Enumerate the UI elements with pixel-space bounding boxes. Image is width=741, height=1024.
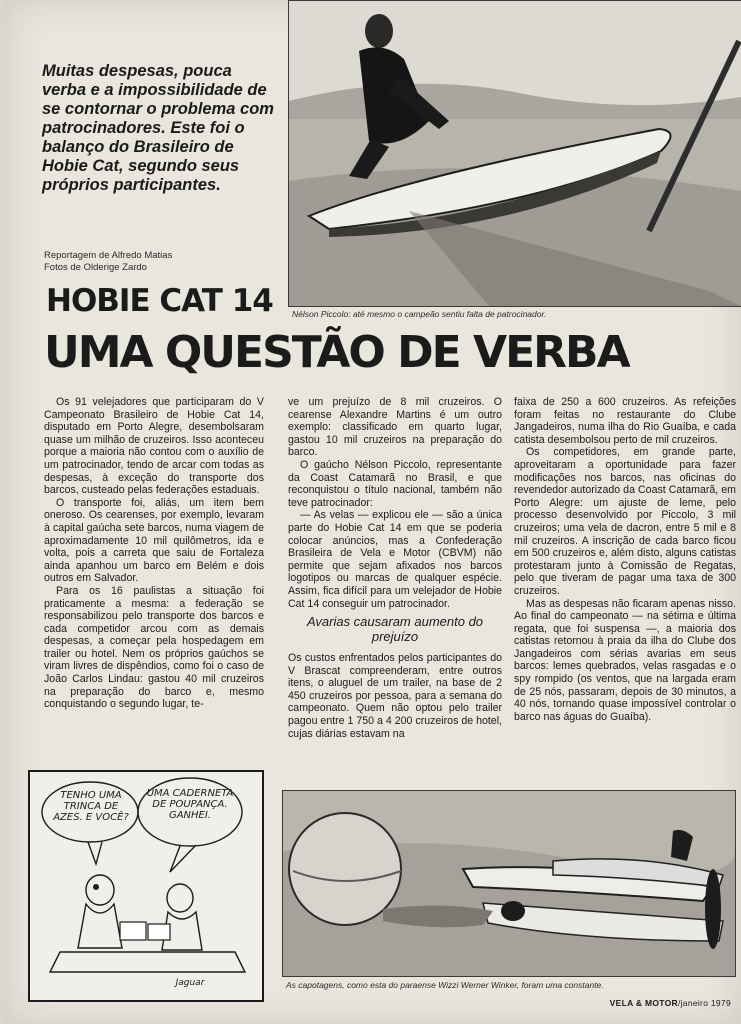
photo-credit: Fotos de Olderige Zardo — [44, 262, 147, 273]
catamaran-illustration — [289, 1, 741, 306]
magazine-name: VELA & MOTOR — [609, 998, 678, 1008]
section-subhead: Avarias causaram aumento do prejuízo — [306, 614, 484, 645]
magazine-page — [6, 0, 741, 1024]
cartoon-signature: Jaguar — [175, 978, 205, 988]
top-photo-caption: Nélson Piccolo: até mesmo o campeão sentiu falta de patrocinador. — [292, 309, 547, 319]
headline: UMA QUESTÃO DE VERBA — [44, 327, 629, 378]
paragraph: ve um prejuízo de 8 mil cruzeiros. O cearense Alexandre Martins é um outro exemplo: classificado em quarto lugar, gastou 10 mil cruzeiros na preparação do barco. — [288, 396, 502, 459]
cartoon-panel — [28, 770, 264, 1002]
paragraph: Os custos enfrentados pelos participantes do V Brascat compreenderam, entre outros itens, o aluguel de um trailer, na base de 2 450 cruzeiros por pessoa, para a semana do campeonato. Quem não optou pelo trailer pagou entre 1 750 a 4 200 cruzeiros de hotel, cujas diárias estavam na — [288, 652, 502, 740]
page-footer — [610, 998, 731, 1008]
report-credit: Reportagem de Alfredo Matias — [44, 250, 173, 261]
body-column-2 — [288, 396, 502, 740]
bottom-photo-caption: As capotagens, como esta do paraense Wizzi Werner Winker, foram uma constante. — [286, 980, 604, 990]
body-column-3 — [514, 396, 736, 723]
speech-bubble-left: TENHO UMA TRINCA DE AZES. E VOCÊ? — [53, 790, 129, 823]
paragraph: — As velas — explicou ele — são a única parte do Hobie Cat 14 em que se poderia colocar anúncios, mas a Confederação Brasileira de Vela e Motor (CBVM) não permite que sejam afixados nos barcos logotipos ou marcas de qualquer espécie. Assim, fica difícil para um velejador de Hobie Cat 14 conseguir um patrocinador. — [288, 509, 502, 610]
kicker-title: HOBIE CAT 14 — [46, 283, 273, 319]
top-photo-sailor — [288, 0, 741, 307]
paragraph: O gaúcho Nélson Piccolo, representante da Coast Catamarã no Brasil, e que reconquistou o título nacional, também não teve patrocinador: — [288, 458, 502, 509]
paragraph: O transporte foi, aliás, um item bem oneroso. Os cearenses, por exemplo, levaram à capital gaúcha sete barcos, numa viagem de aproximadamente 10 mil quilômetros, ida e volta, pois a carreta que saiu de Fortaleza ainda apanhou um barco em Belém e dois outros em Salvador. — [44, 496, 264, 585]
paragraph: Os 91 velejadores que participaram do V Campeonato Brasileiro de Hobie Cat 14, disputado em Porto Alegre, desembolsaram quase um milhão de cruzeiros. Isso aconteceu porque a maioria não contou com o auxílio de um patrocinador, tendo de arcar com todas as despesas, à exceção do transporte dos barcos, custeado pelas federações estaduais. — [44, 396, 264, 497]
paragraph: Os competidores, em grande parte, aproveitaram a oportunidade para fazer modificações nos barcos, nas oficinas do revendedor autorizado da Coast Catamarã, em Porto Alegre: um ajuste de leme, pelo processo desenvolvido por Piccolo, 3 mil cruzeiros; uma vela de dacron, entre 5 mil e 8 mil cruzeiros. A inscrição de cada barco ficou em 500 cruzeiros e, além disto, alguns catistas protestaram junto à Comissão de Regatas, pelo que tiveram de pagar uma taxa de 300 cruzeiros. — [514, 446, 736, 597]
issue-date: /janeiro 1979 — [677, 998, 731, 1008]
body-column-1 — [44, 396, 264, 711]
lead-paragraph: Muitas despesas, pouca verba e a impossibilidade de se contornar o problema com patrocinadores. Este foi o balanço do Brasileiro de Hobie Cat, segundo seus próprios participantes. — [42, 62, 274, 194]
bottom-photo-capsize — [282, 790, 736, 977]
capsize-illustration — [283, 791, 735, 976]
speech-bubble-right: UMA CADERNETA DE POUPANÇA. GANHEI. — [146, 788, 234, 821]
credits — [44, 250, 244, 274]
paragraph: Mas as despesas não ficaram apenas nisso. Ao final do campeonato — na sétima e última regata, que foi suspensa —, a maioria dos catistas retornou à praia da ilha do Clube dos Jangadeiros com sérias avarias em seus barcos: lemes quebrados, velas rasgadas e o spy rompido (os ventos, que na largada eram de 25 nós, passaram, depois de 30 minutos, a 40 nós, tornando quase impossível controlar o barco nas águas do Guaíba). — [514, 597, 736, 723]
paragraph: Para os 16 paulistas a situação foi praticamente a mesma: a federação se responsabilizou pelo transporte dos barcos e cada competidor arcou com as demais despesas, a começar pela hospedagem em trailer ou hotel. Nem os próprios gaúchos se viram livres de dispêndios, como foi o caso de João Carlos Lindau: gastou 40 mil cruzeiros na preparação do barco e, mesmo conquistando o segundo lugar, te- — [44, 584, 264, 711]
paragraph: faixa de 250 a 600 cruzeiros. As refeições foram feitas no restaurante do Clube Jangadeiros, numa ilha do Rio Guaíba, e cada catista desembolsou perto de mil cruzeiros. — [514, 396, 736, 446]
